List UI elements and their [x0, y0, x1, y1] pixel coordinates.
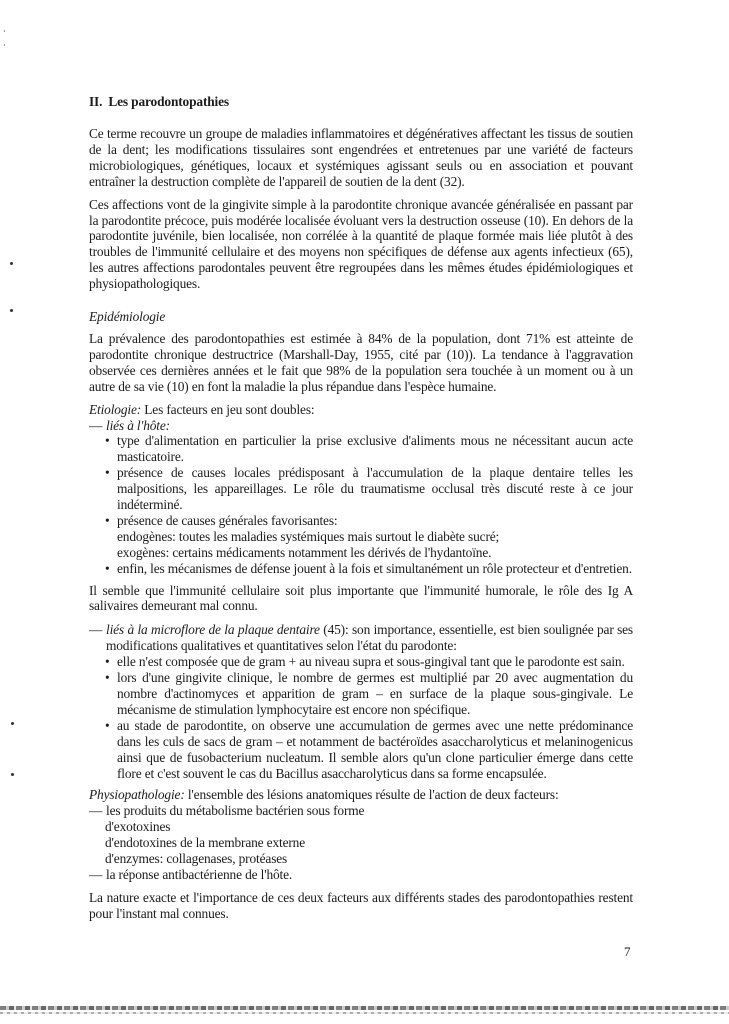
physio-subitem: d'exotoxines — [105, 819, 171, 835]
intro-paragraph-2: Ces affections vont de la gingivite simple à la parodontite chronique avancée généralisée en passant par la parodontite précoce, puis modérée localisée évoluant vers la destruction osseuse (10). En dehors de la parodontite juvénile, bien localisée, non corrélée à la quantité de plaque formée mais liée plutôt à des troubles de l'immunité cellulaire et des moyens non spécifiques de défense aux agents infectieux (65), les autres affections parodontales peuvent être regroupées dans les mêmes études épidémiologiques et physiopathologiques. — [89, 196, 633, 292]
physio-item-1-text: les produits du métabolisme bactérien sous forme — [106, 803, 365, 819]
physio-item-1 — [89, 803, 633, 819]
host-factors-label: liés à l'hôte: — [106, 417, 170, 433]
document-body — [89, 94, 633, 929]
margin-speck — [4, 30, 5, 32]
dash-mark: — — [89, 866, 103, 882]
exogenes-line: exogènes: certains médicaments notamment les dérivés de l'hydantoïne. — [117, 544, 492, 560]
dash-mark: — — [89, 417, 103, 433]
dash-mark: — — [89, 803, 103, 819]
section-title: Les parodontopathies — [108, 94, 229, 109]
immunity-paragraph: Il semble que l'immunité cellulaire soit plus importante que l'immunité humorale, le rôle des Ig A salivaires demeurant mal connu. — [89, 582, 633, 614]
epidemiologie-heading: Epidémiologie — [89, 309, 166, 325]
dash-mark: — — [89, 622, 103, 638]
host-factors-heading — [89, 418, 633, 434]
margin-speck — [11, 773, 14, 776]
etiologie-label: Etiologie: — [89, 401, 142, 417]
margin-speck — [11, 722, 14, 725]
list-item: • lors d'une gingivite clinique, le nombre de germes est multiplié par 20 avec augmentation du nombre d'actinomyces et apparition de gram – en surface de la plaque sous-gingivale. Le mécanisme de stimulation lymphocytaire est encore non spécifique. — [105, 670, 633, 718]
epidemiologie-paragraph: La prévalence des parodontopathies est estimée à 84% de la population, dont 71% est atteinte de parodontite chronique destructrice (Marshall-Day, 1955, cité par (10)). La tendance à l'aggravation observée ces dernières années et le fait que 98% de la population sera touchée à un moment ou à un autre de sa vie (10) en font la maladie la plus répandue dans l'espèce humaine. — [89, 330, 633, 394]
margin-speck — [10, 309, 13, 312]
physio-subitem: d'enzymes: collagenases, protéases — [105, 851, 288, 867]
physiopathologie-label: Physiopathologie: — [89, 787, 185, 803]
etiologie-text: Les facteurs en jeu sont doubles: — [141, 401, 315, 417]
microflora-list — [105, 654, 633, 781]
intro-paragraph-1: Ce terme recouvre un groupe de maladies inflammatoires et dégénératives affectant les tissus de soutien de la dent; les modifications tissulaires sont engendrées et entretenues par une variété de facteurs microbiologiques, génétiques, locaux et systémiques agissant seuls ou en association et pouvant entraîner la destruction complète de l'appareil de soutien de la dent (32). — [89, 126, 633, 189]
physio-subitems — [89, 819, 633, 867]
page-number: 7 — [624, 944, 631, 959]
list-item: • au stade de parodontite, on observe une accumulation de germes avec une nette prédominance dans les culs de sacs de gram – et notamment de bactéroïdes asaccharolyticus et melaninogenicus ainsi que de fusobacterium nucleatum. Il semble alors qu'un clone particulier émerge dans cette flore et c'est souvent le cas du Bacillus asaccharolyticus dans sa forme encapsulée. — [105, 718, 633, 782]
scan-edge-line — [0, 1006, 729, 1010]
microflora-heading — [89, 622, 633, 654]
microflora-label: liés à la microflore de la plaque dentaire — [106, 622, 320, 638]
list-item-text: présence de causes générales favorisantes: — [117, 512, 338, 528]
physio-subitem: d'endotoxines de la membrane externe — [105, 835, 306, 851]
margin-speck — [4, 44, 5, 46]
conclusion-paragraph: La nature exacte et l'importance de ces deux facteurs aux différents stades des parodontopathies restent pour l'instant mal connues. — [89, 889, 633, 921]
physio-item-2 — [89, 867, 633, 883]
section-number: II. — [89, 94, 103, 109]
physiopathologie-line — [89, 787, 633, 803]
microflora-text: (45): son importance, essentielle, est bien soulignée par ses modifications qualitatives et quantitatives selon l'état du parodonte: — [106, 622, 633, 654]
scan-edge-line — [0, 1012, 729, 1014]
endogenes-line: endogènes: toutes les maladies systémiques mais surtout le diabète sucré; — [117, 528, 500, 544]
physiopathologie-text: l'ensemble des lésions anatomiques résulte de l'action de deux facteurs: — [184, 787, 559, 803]
list-item: • enfin, les mécanismes de défense jouent à la fois et simultanément un rôle protecteur et d'entretien. — [105, 561, 633, 577]
list-item — [105, 513, 633, 561]
list-item: • elle n'est composée que de gram + au niveau supra et sous-gingival tant que le parodonte est sain. — [105, 654, 633, 670]
etiologie-line — [89, 402, 633, 418]
host-factors-list — [105, 433, 633, 576]
list-item: • type d'alimentation en particulier la prise exclusive d'aliments mous ne nécessitant aucun acte masticatoire. — [105, 433, 633, 465]
list-item: • présence de causes locales prédisposant à l'accumulation de la plaque dentaire telles les malpositions, les appareillages. Le rôle du traumatisme occlusal très discuté reste à ce jour indéterminé. — [105, 465, 633, 513]
physio-item-2-text: la réponse antibactérienne de l'hôte. — [106, 866, 293, 882]
margin-speck — [10, 262, 13, 265]
section-heading — [89, 94, 633, 110]
